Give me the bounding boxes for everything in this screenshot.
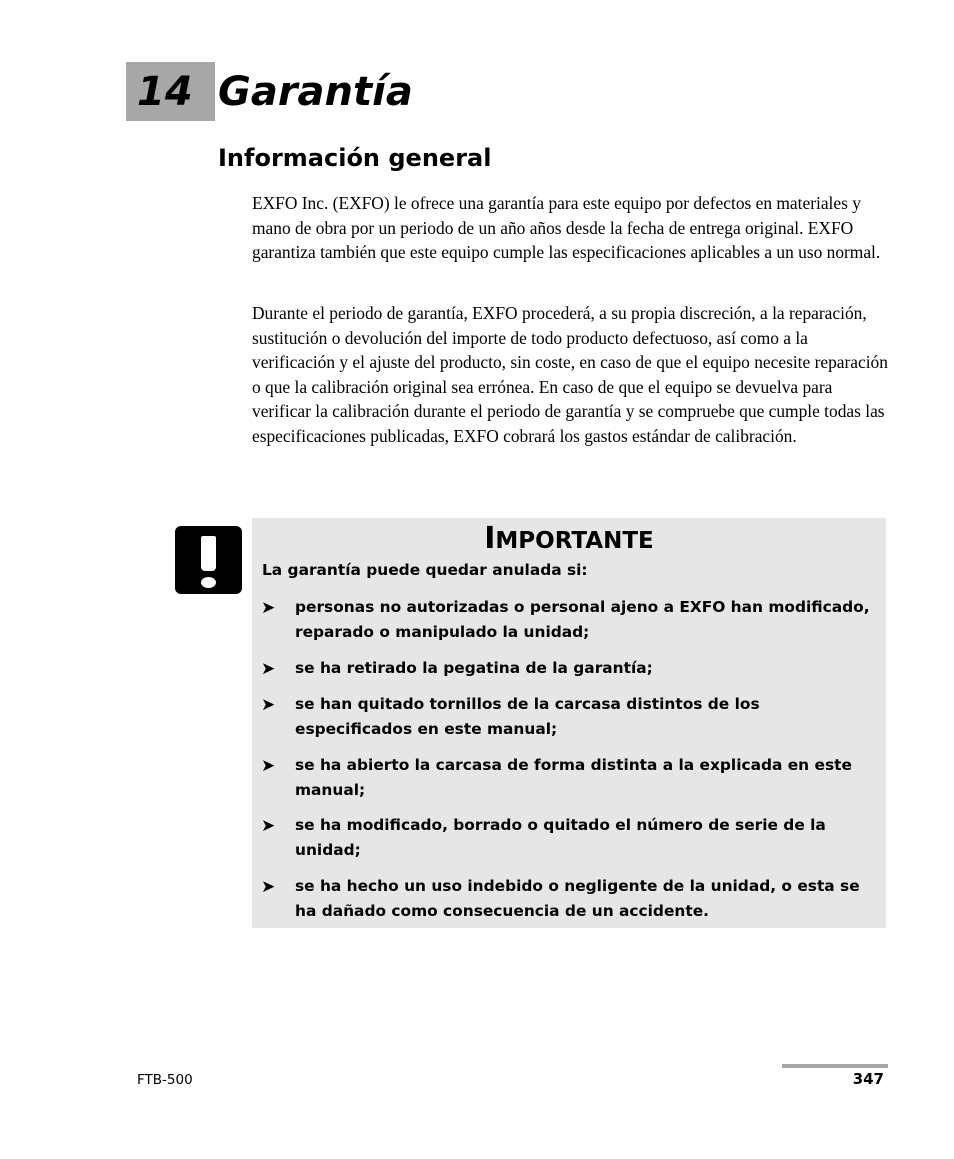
exclamation-icon-bar xyxy=(201,536,216,571)
arrow-bullet-icon: ➤ xyxy=(261,816,276,836)
exclamation-icon-dot xyxy=(201,577,216,588)
footer-page-number: 347 xyxy=(852,1070,884,1088)
list-item-text: se han quitado tornillos de la carcasa distintos de los especificados en este manual; xyxy=(295,695,760,738)
section-heading: Información general xyxy=(218,144,492,172)
paragraph-2: Durante el periodo de garantía, EXFO procederá, a su propia discreción, a la reparación, sustitución o devolución del importe de todo producto defectuoso, así como a la verificación y el ajuste del producto, sin coste, en caso de que el equipo necesite reparación o que la calibración original sea errónea. En caso de que el equipo se devuelva para verificar la calibración durante el periodo de garantía y se compruebe que cumple todas las especificaciones publicadas, EXFO cobrará los gastos estándar de calibración. xyxy=(252,303,888,446)
footer-product-name: FTB-500 xyxy=(137,1072,193,1088)
important-title-rest: MPORTANTE xyxy=(495,528,654,554)
important-intro: La garantía puede quedar anulada si: xyxy=(262,561,588,579)
footer-rule xyxy=(782,1064,888,1068)
important-title xyxy=(252,520,886,560)
arrow-bullet-icon: ➤ xyxy=(261,695,276,715)
arrow-bullet-icon: ➤ xyxy=(261,756,276,776)
paragraph-1: EXFO Inc. (EXFO) le ofrece una garantía para este equipo por defectos en materiales y mano de obra por un periodo de un año años desde la fecha de entrega original. EXFO garantiza también que este equipo cumple las especificaciones aplicables a un uso normal. xyxy=(252,193,881,263)
chapter-title: Garantía xyxy=(218,69,413,115)
arrow-bullet-icon: ➤ xyxy=(261,659,276,679)
list-item-text: se ha hecho un uso indebido o negligente de la unidad, o esta se ha dañado como consecuencia de un accidente. xyxy=(295,877,860,920)
important-title-initial: I xyxy=(484,521,496,556)
arrow-bullet-icon: ➤ xyxy=(261,598,276,618)
list-item-text: se ha retirado la pegatina de la garantía; xyxy=(295,659,653,677)
list-item-text: se ha abierto la carcasa de forma distinta a la explicada en este manual; xyxy=(295,756,852,799)
list-item-text: se ha modificado, borrado o quitado el número de serie de la unidad; xyxy=(295,816,826,859)
exclamation-icon xyxy=(175,526,242,594)
arrow-bullet-icon: ➤ xyxy=(261,877,276,897)
important-note-box xyxy=(252,518,886,928)
chapter-number: 14 xyxy=(137,69,193,115)
list-item-text: personas no autorizadas o personal ajeno a EXFO han modificado, reparado o manipulado la unidad; xyxy=(295,598,870,641)
